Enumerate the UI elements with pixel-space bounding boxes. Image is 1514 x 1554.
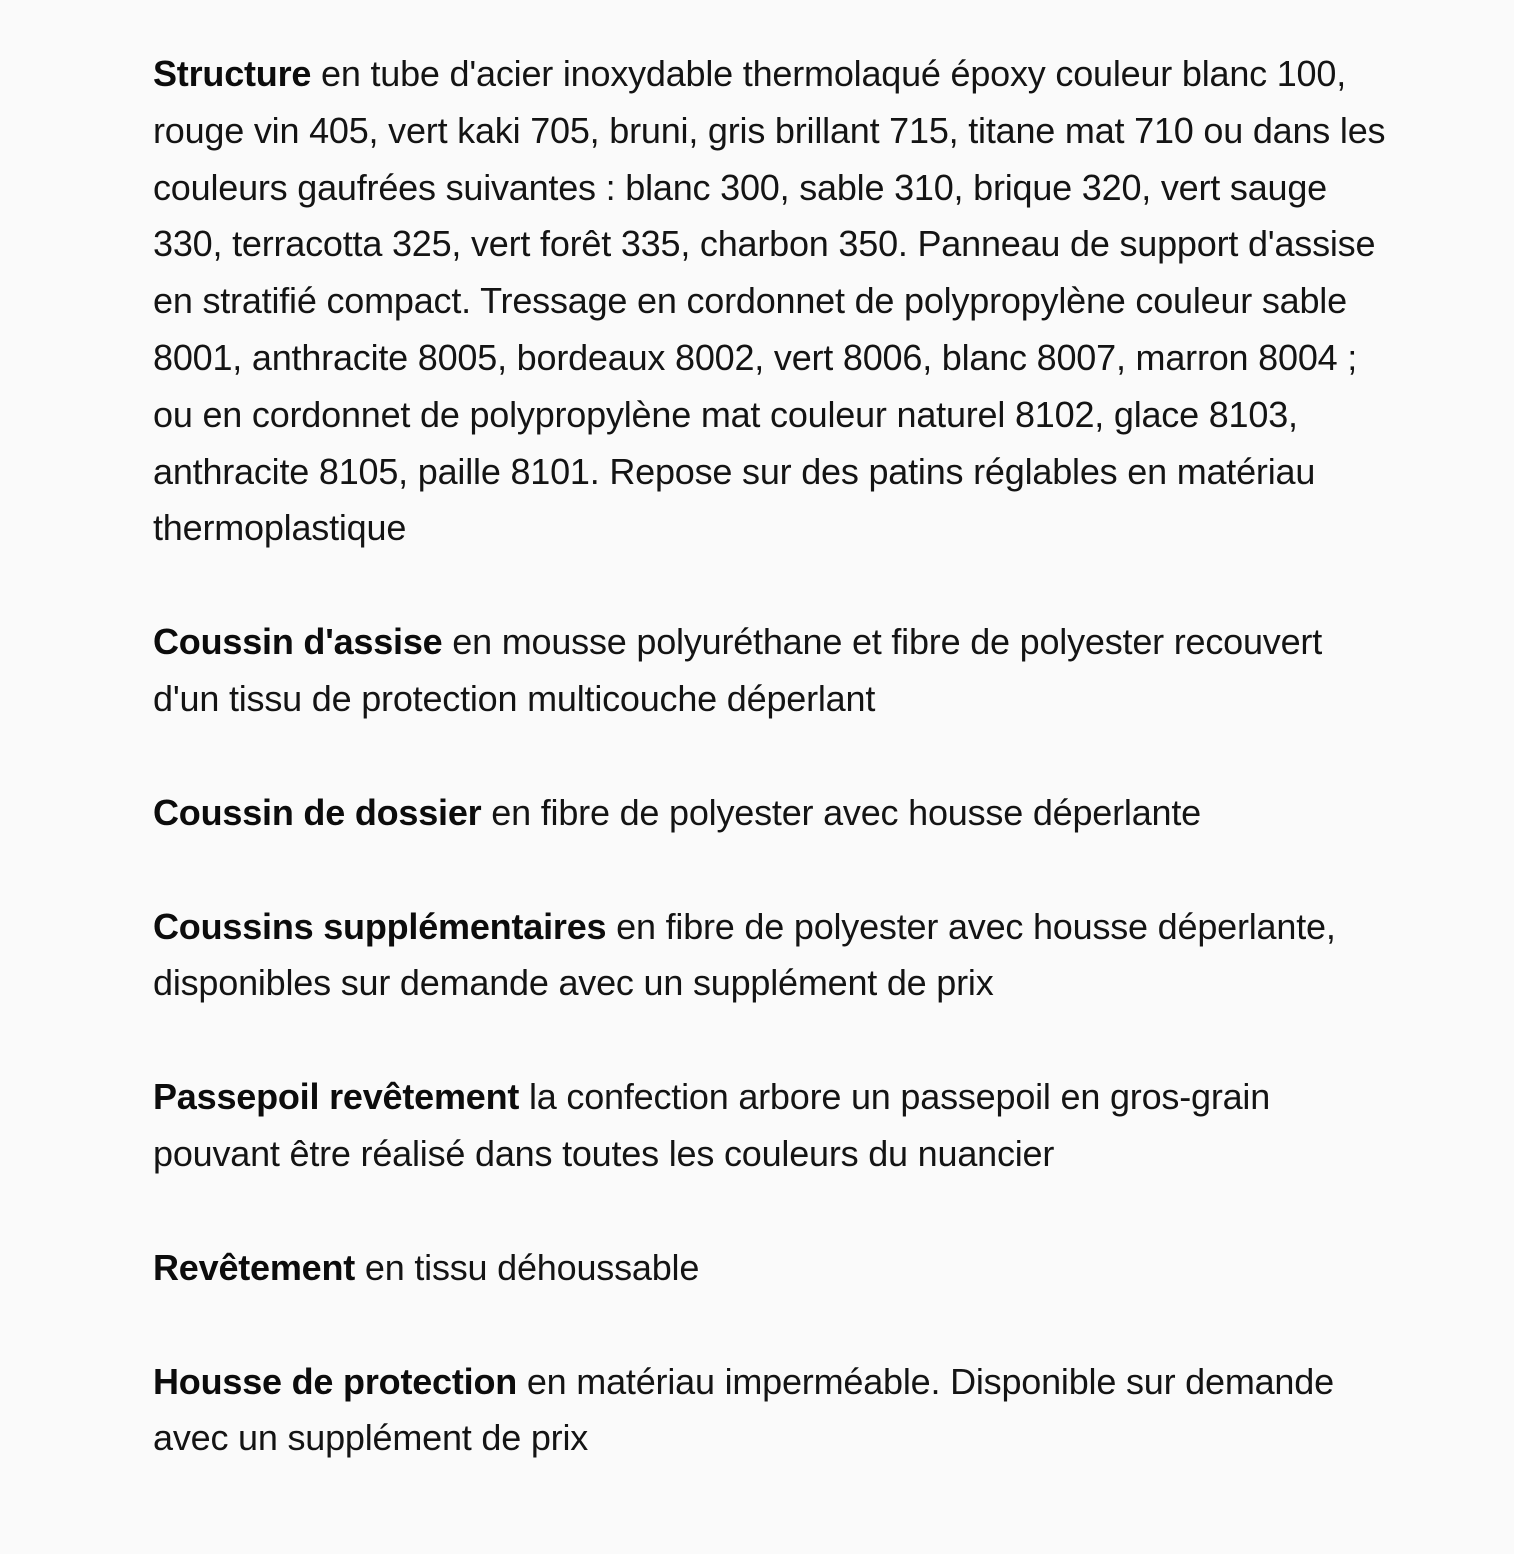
spec-text-seat-cushion: en mousse polyuréthane et fibre de polyester recouvert d'un tissu de protection multicouche déperlant [153, 621, 1322, 719]
spec-title-upholstery: Revêtement [153, 1246, 356, 1288]
spec-title-piping: Passepoil revêtement [153, 1076, 520, 1118]
spec-back-cushion [153, 785, 1388, 842]
spec-text-piping: la confection arbore un passepoil en gros-grain pouvant être réalisé dans toutes les couleurs du nuancier [153, 1076, 1271, 1174]
spec-text-extra-cushions: en fibre de polyester avec housse déperlante, disponibles sur demande avec un supplément de prix [153, 905, 1336, 1004]
spec-protective-cover [153, 1354, 1388, 1468]
spec-title-structure: Structure [153, 53, 312, 94]
spec-text-structure: en tube d'acier inoxydable thermolaqué époxy couleur blanc 100, rouge vin 405, vert kaki 705, bruni, gris brillant 715, titane mat 710 ou dans les couleurs gaufrées suivantes : blanc 300, sable 310, brique 320, vert sauge 330, terracotta 325, vert forêt 335, charbon 350. Panneau de support d'assise en stratifié compact. Tressage en cordonnet de polypropylène couleur sable 8001, anthracite 8005, bordeaux 8002, vert 8006, blanc 8007, marron 8004 ; ou en cordonnet de polypropylène mat couleur naturel 8102, glace 8103, anthracite 8105, paille 8101. Repose sur des patins réglables en matériau thermoplastique [153, 53, 1386, 549]
spec-seat-cushion [153, 614, 1388, 728]
spec-extra-cushions [153, 899, 1388, 1013]
spec-title-extra-cushions: Coussins supplémentaires [153, 905, 607, 947]
spec-text-protective-cover: en matériau imperméable. Disponible sur demande avec un supplément de prix [153, 1360, 1334, 1459]
spec-title-back-cushion: Coussin de dossier [153, 791, 482, 833]
spec-title-seat-cushion: Coussin d'assise [153, 621, 443, 663]
spec-text-upholstery: en tissu déhoussable [355, 1246, 700, 1288]
spec-upholstery [153, 1240, 1388, 1297]
spec-piping [153, 1069, 1388, 1183]
spec-title-protective-cover: Housse de protection [153, 1360, 518, 1402]
specification-list [153, 46, 1388, 1467]
spec-text-back-cushion: en fibre de polyester avec housse déperlante [481, 791, 1201, 833]
spec-structure [153, 46, 1388, 557]
